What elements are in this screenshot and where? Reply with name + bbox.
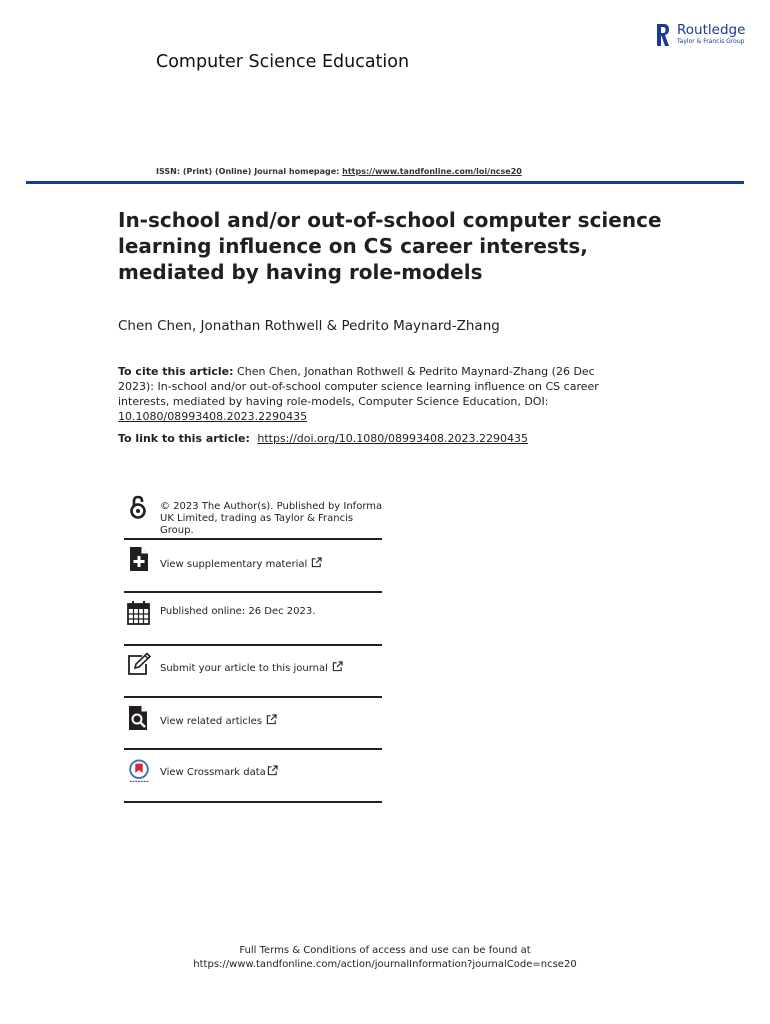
footer-terms-text: Full Terms & Conditions of access and use can be found at xyxy=(239,945,531,956)
divider xyxy=(124,801,382,803)
logo-name: Routledge xyxy=(677,22,746,38)
supplementary-label: View supplementary material xyxy=(160,559,308,570)
divider xyxy=(124,644,382,646)
journal-homepage-link[interactable]: https://www.tandfonline.com/loi/ncse20 xyxy=(342,167,522,176)
related-search-icon xyxy=(126,705,152,731)
cite-doi-link[interactable]: 10.1080/08993408.2023.2290435 xyxy=(118,410,308,423)
supplementary-file-icon xyxy=(126,546,152,572)
crossmark-label: View Crossmark data xyxy=(160,767,266,778)
cite-text: Chen Chen, Jonathan Rothwell & Pedrito Maynard-Zhang (26 Dec 2023): In-school and/or out-of-school computer science learning influence on CS career interests, mediated by having role-models, Computer Science Education, DOI: xyxy=(118,365,599,408)
link-label: To link to this article: xyxy=(118,432,250,445)
calendar-icon xyxy=(126,600,152,626)
published-online-text: Published online: 26 Dec 2023. xyxy=(160,606,316,617)
divider xyxy=(124,748,382,750)
article-authors: Chen Chen, Jonathan Rothwell & Pedrito Maynard-Zhang xyxy=(118,318,500,334)
related-articles-label: View related articles xyxy=(160,716,263,727)
article-doi-link[interactable]: https://doi.org/10.1080/08993408.2023.2290435 xyxy=(257,432,528,445)
submit-article-label: Submit your article to this journal xyxy=(160,663,328,674)
external-link-icon xyxy=(332,661,343,672)
routledge-logo[interactable] xyxy=(655,22,747,50)
issn-line xyxy=(156,167,522,176)
issn-text: ISSN: (Print) (Online) Journal homepage: xyxy=(156,167,343,176)
cite-label: To cite this article: xyxy=(118,365,234,378)
crossmark-icon xyxy=(126,759,152,785)
footer-terms xyxy=(0,944,770,972)
divider xyxy=(124,696,382,698)
divider xyxy=(124,591,382,593)
open-access-icon xyxy=(126,494,152,520)
external-link-icon xyxy=(267,765,278,776)
article-link-line xyxy=(118,432,528,445)
external-link-icon xyxy=(266,714,277,725)
submit-edit-icon xyxy=(126,652,152,678)
external-link-icon xyxy=(311,557,322,568)
routledge-r-icon xyxy=(655,22,671,48)
logo-subtitle: Taylor & Francis Group xyxy=(677,38,745,45)
journal-title: Computer Science Education xyxy=(156,52,410,72)
footer-terms-link[interactable]: https://www.tandfonline.com/action/journalInformation?journalCode=ncse20 xyxy=(193,959,577,970)
copyright-text: © 2023 The Author(s). Published by Informa UK Limited, trading as Taylor & Francis Group. xyxy=(160,501,383,536)
citation-block xyxy=(118,364,608,424)
header-rule xyxy=(26,181,744,184)
article-title: In-school and/or out-of-school computer science learning influence on CS career interests, mediated by having role-models xyxy=(118,208,662,284)
divider xyxy=(124,538,382,540)
